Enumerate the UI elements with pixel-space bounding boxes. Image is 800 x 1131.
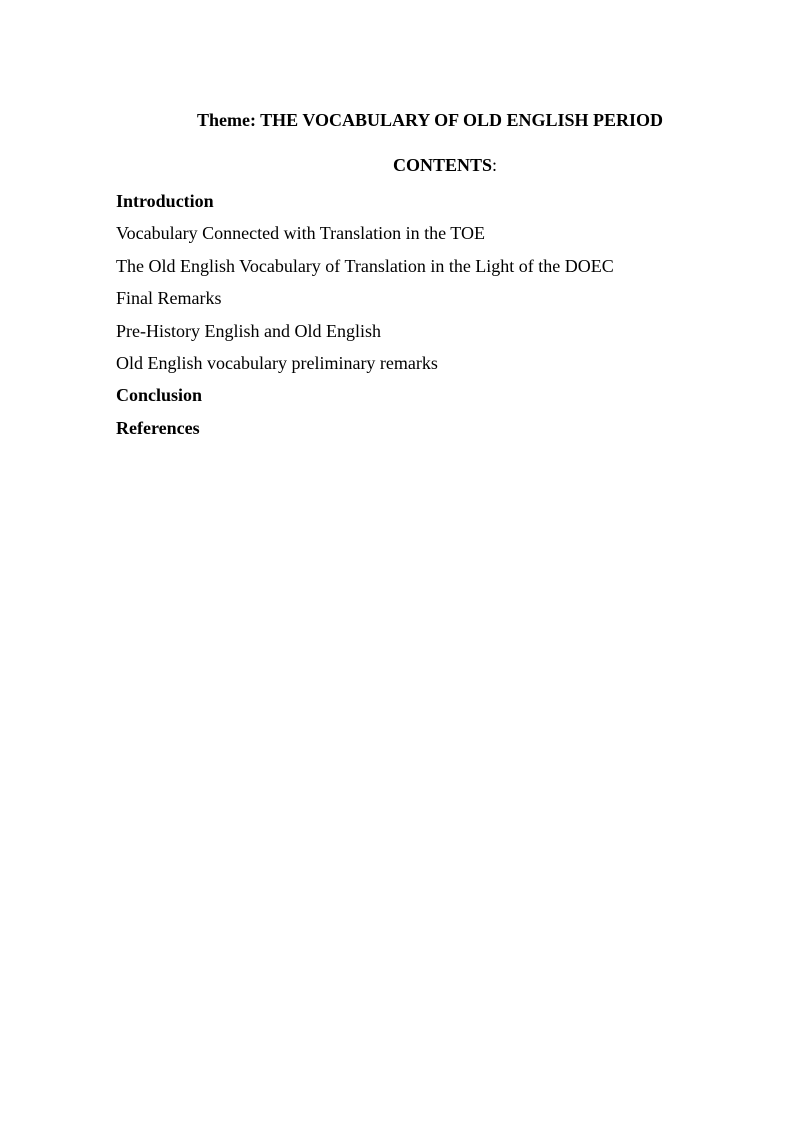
toc-item-final-remarks: Final Remarks: [116, 288, 222, 309]
toc-item-references: References: [116, 417, 200, 438]
toc-item-preliminary-remarks: Old English vocabulary preliminary remarks: [116, 352, 438, 373]
document-title: [0, 108, 800, 132]
theme-text: Theme: THE VOCABULARY OF OLD ENGLISH PERIOD: [196, 110, 664, 130]
toc-item-vocabulary-doec: The Old English Vocabulary of Translation in the Light of the DOEC: [116, 255, 614, 276]
contents-heading: [0, 153, 800, 177]
contents-heading-wrap: [393, 153, 497, 177]
contents-label: CONTENTS: [392, 155, 492, 175]
toc-item-vocabulary-toe: Vocabulary Connected with Translation in the TOE: [116, 223, 485, 244]
toc-item-pre-history: Pre-History English and Old English: [116, 320, 381, 341]
contents-colon: :: [492, 155, 498, 175]
toc-item-introduction: Introduction: [116, 191, 214, 211]
table-of-contents: [116, 185, 756, 444]
toc-item-conclusion: Conclusion: [116, 385, 203, 406]
